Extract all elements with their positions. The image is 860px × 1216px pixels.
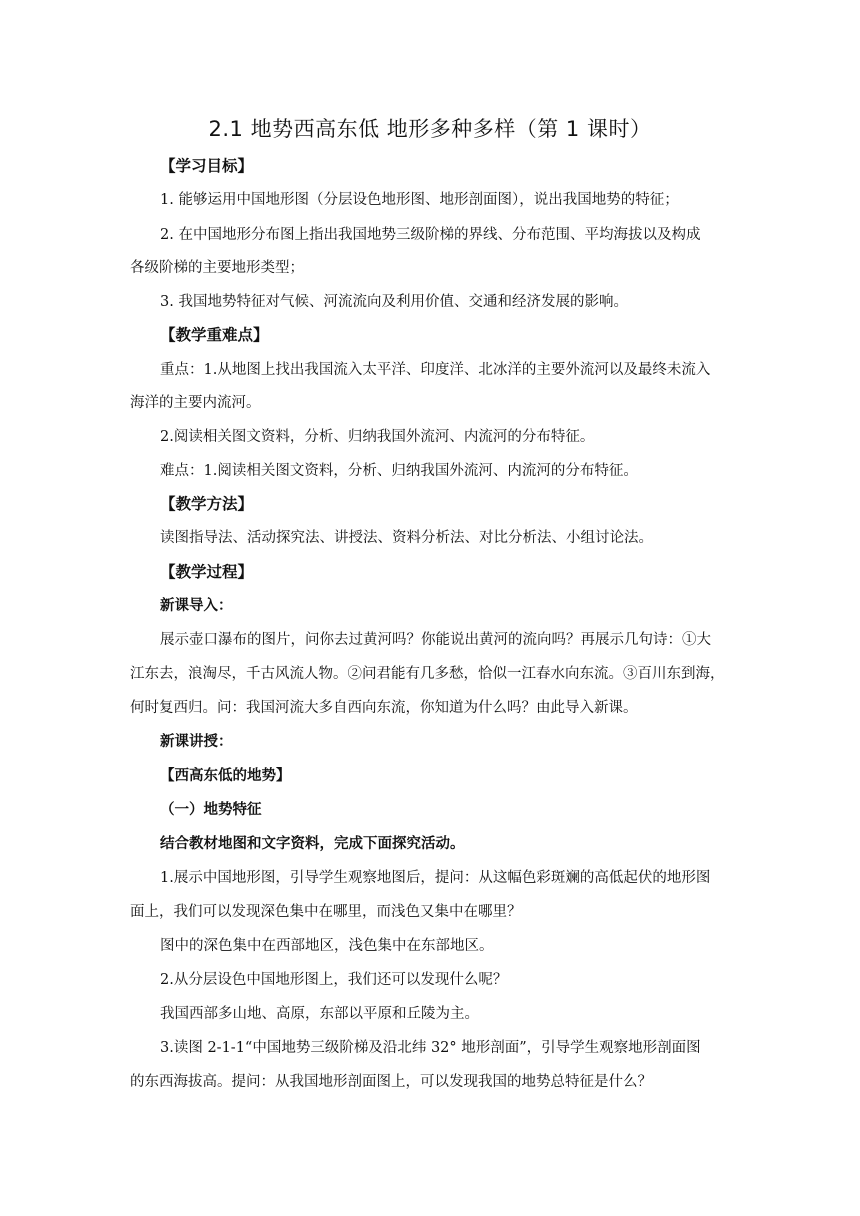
difficulty-point: 难点：1.阅读相关图文资料，分析、归纳我国外流河、内流河的分布特征。 xyxy=(160,463,638,479)
intro-line-1: 展示壶口瀑布的图片，问你去过黄河吗？你能说出黄河的流向吗？再展示几句诗：①大 xyxy=(160,632,711,648)
process-heading: 【教学过程】 xyxy=(160,563,254,581)
focus-item-2: 2.阅读相关图文资料，分析、归纳我国外流河、内流河的分布特征。 xyxy=(160,429,595,445)
question-3-line-1: 3.读图 2-1-1“中国地势三级阶梯及沿北纬 32° 地形剖面”，引导学生观察地形剖面图 xyxy=(160,1040,701,1056)
question-3-line-2: 的东西海拔高。提问：从我国地形剖面图上，可以发现我国的地势总特征是什么？ xyxy=(130,1074,652,1090)
goal-item-2-line-1: 2. 在中国地形分布图上指出我国地势三级阶梯的界线、分布范围、平均海拔以及构成 xyxy=(160,227,701,243)
methods-text: 读图指导法、活动探究法、讲授法、资料分析法、对比分析法、小组讨论法。 xyxy=(160,530,653,546)
question-1-line-1: 1.展示中国地形图，引导学生观察地图后，提问：从这幅色彩斑斓的高低起伏的地形图 xyxy=(160,870,711,886)
page-title: 2.1 地势西高东低 地形多种多样（第 1 课时） xyxy=(208,117,652,141)
key-points-heading: 【教学重难点】 xyxy=(160,326,269,344)
methods-heading: 【教学方法】 xyxy=(160,495,254,513)
focus-line-1: 重点：1.从地图上找出我国流入太平洋、印度洋、北冰洋的主要外流河以及最终未流入 xyxy=(160,362,711,378)
question-1-line-2: 面上，我们可以发现深色集中在哪里，而浅色又集中在哪里？ xyxy=(130,904,522,920)
question-2: 2.从分层设色中国地形图上，我们还可以发现什么呢？ xyxy=(160,972,508,988)
lecture-label: 新课讲授： xyxy=(160,734,233,750)
activity-instruction: 结合教材地图和文字资料，完成下面探究活动。 xyxy=(160,836,465,852)
topic-heading: 【西高东低的地势】 xyxy=(160,768,291,784)
intro-line-3: 何时复西归。问：我国河流大多自西向东流，你知道为什么吗？由此导入新课。 xyxy=(130,700,638,716)
answer-1: 图中的深色集中在西部地区，浅色集中在东部地区。 xyxy=(160,938,494,954)
goal-item-3: 3. 我国地势特征对气候、河流流向及利用价值、交通和经济发展的影响。 xyxy=(160,294,628,310)
answer-2: 我国西部多山地、高原，东部以平原和丘陵为主。 xyxy=(160,1006,479,1022)
goal-item-1: 1. 能够运用中国地形图（分层设色地形图、地形剖面图），说出我国地势的特征； xyxy=(160,192,679,208)
focus-line-2: 海洋的主要内流河。 xyxy=(130,395,261,411)
goal-item-2-line-2: 各级阶梯的主要地形类型； xyxy=(130,260,304,276)
subsection-heading: （一）地势特征 xyxy=(160,802,262,818)
goals-heading: 【学习目标】 xyxy=(160,157,254,175)
intro-label: 新课导入： xyxy=(160,598,233,614)
intro-line-2: 江东去，浪淘尽，千古风流人物。②问君能有几多愁，恰似一江春水向东流。③百川东到海， xyxy=(130,666,725,682)
